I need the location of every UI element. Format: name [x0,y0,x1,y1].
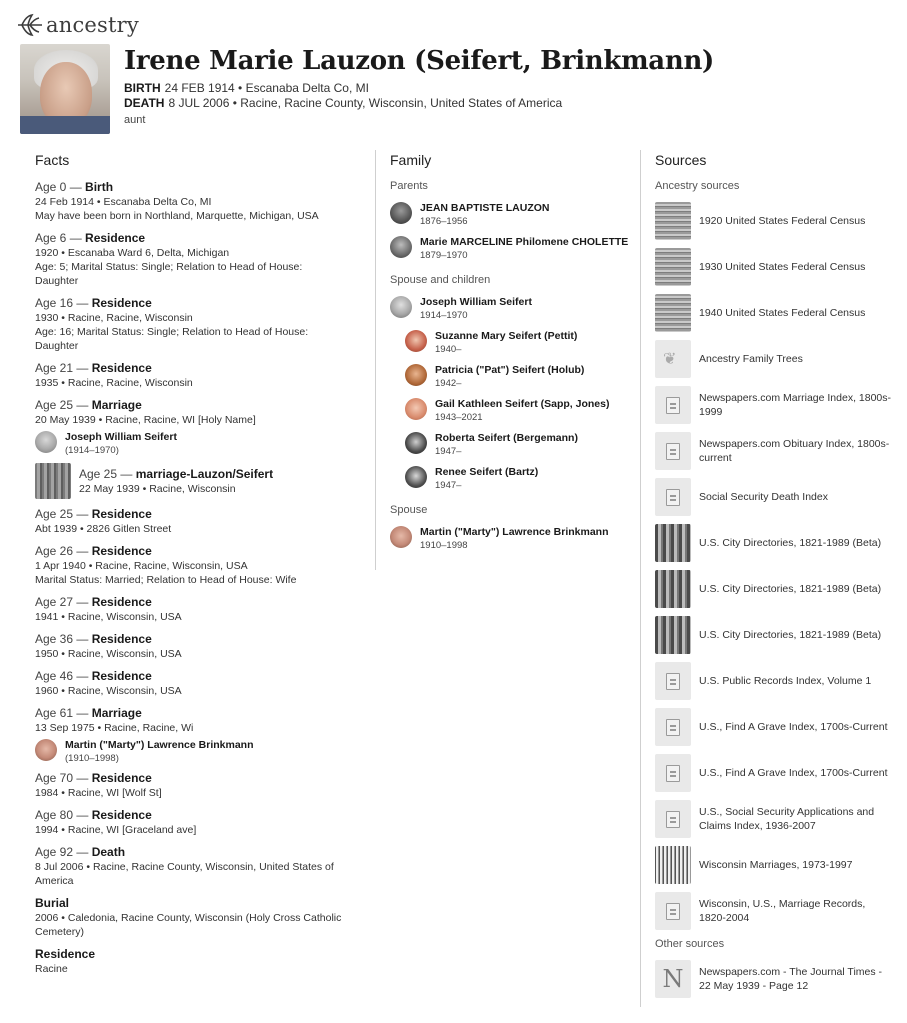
fact-item[interactable]: Age 16 — Residence 1930 • Racine, Racine, Wisconsin Age: 16; Marital Status: Single; Relation to Head of House: Daughter [35,296,309,352]
profile-photo[interactable] [20,44,110,134]
document-icon [655,662,691,700]
source-item[interactable]: 1930 United States Federal Census [655,248,895,286]
marriage-record-thumbnail [655,846,691,884]
avatar [405,364,427,386]
avatar [405,432,427,454]
document-icon [655,386,691,424]
fact-item[interactable]: Age 25 — Residence Abt 1939 • 2826 Gitlen Street [35,507,172,535]
directory-thumbnail [655,524,691,562]
avatar [405,466,427,488]
source-item[interactable]: Wisconsin Marriages, 1973-1997 [655,846,895,884]
ancestry-sources-label: Ancestry sources [655,180,740,192]
directory-thumbnail [655,570,691,608]
relationship-label: aunt [124,114,146,126]
document-icon [655,708,691,746]
avatar [35,739,57,761]
document-icon [655,892,691,930]
source-item[interactable]: ❦ Ancestry Family Trees [655,340,895,378]
fact-item[interactable]: Age 36 — Residence 1950 • Racine, Wisconsin, USA [35,632,182,660]
other-sources-label: Other sources [655,938,725,950]
column-divider [640,150,641,1007]
spouse-label: Spouse [390,504,428,516]
census-thumbnail [655,248,691,286]
fact-item[interactable]: Age 70 — Residence 1984 • Racine, WI [Wolf St] [35,771,162,799]
family-child[interactable]: Roberta Seifert (Bergemann) 1947– [405,432,630,458]
fact-item[interactable]: Age 92 — Death 8 Jul 2006 • Racine, Racine County, Wisconsin, United States of America [35,845,334,887]
family-person[interactable]: Martin ("Marty") Lawrence Brinkmann 1910–1998 [390,526,630,552]
fact-spouse-link[interactable]: Joseph William Seifert (1914–1970) [35,431,365,457]
census-thumbnail [655,294,691,332]
source-item[interactable]: Newspapers.com Obituary Index, 1800s-current [655,432,895,470]
family-person[interactable]: Marie MARCELINE Philomene CHOLETTE 1879–1970 [390,236,630,262]
sources-panel [655,180,895,1006]
leaf-icon: ❦ [655,340,691,378]
document-icon [655,478,691,516]
avatar [390,526,412,548]
family-person[interactable]: JEAN BAPTISTE LAUZON 1876–1956 [390,202,630,228]
source-item[interactable]: N Newspapers.com - The Journal Times - 22 May 1939 - Page 12 [655,960,895,998]
source-item[interactable]: U.S. City Directories, 1821-1989 (Beta) [655,616,895,654]
fact-item[interactable]: Age 80 — Residence 1994 • Racine, WI [Graceland ave] [35,808,197,836]
source-item[interactable]: Newspapers.com Marriage Index, 1800s-1999 [655,386,895,424]
avatar [390,202,412,224]
document-icon [655,432,691,470]
source-item[interactable]: 1920 United States Federal Census [655,202,895,240]
avatar [405,398,427,420]
person-name: Irene Marie Lauzon (Seifert, Brinkmann) [124,46,715,76]
family-child[interactable]: Patricia ("Pat") Seifert (Holub) 1942– [405,364,630,390]
avatar [35,431,57,453]
spouse-children-label: Spouse and children [390,274,491,286]
source-item[interactable]: 1940 United States Federal Census [655,294,895,332]
parents-label: Parents [390,180,428,192]
fact-spouse-link[interactable]: Martin ("Marty") Lawrence Brinkmann (1910–1998) [35,739,365,765]
fact-item[interactable]: Age 27 — Residence 1941 • Racine, Wisconsin, USA [35,595,182,623]
source-item[interactable]: U.S., Find A Grave Index, 1700s-Current [655,708,895,746]
facts-heading: Facts [35,152,70,168]
directory-thumbnail [655,616,691,654]
document-icon [655,800,691,838]
family-child[interactable]: Renee Seifert (Bartz) 1947– [405,466,630,492]
census-thumbnail [655,202,691,240]
family-child[interactable]: Suzanne Mary Seifert (Pettit) 1940– [405,330,630,356]
leaf-logo-icon [16,12,44,38]
family-heading: Family [390,152,432,168]
facts-list [35,180,365,984]
fact-item[interactable]: Age 6 — Residence 1920 • Escanaba Ward 6, Delta, Michigan Age: 5; Marital Status: Single; Relation to Head of House: Daughter [35,231,303,287]
source-item[interactable]: U.S. City Directories, 1821-1989 (Beta) [655,570,895,608]
ancestry-logo[interactable] [16,12,139,38]
fact-record-item[interactable]: Age 25 — marriage-Lauzon/Seifert 22 May 1939 • Racine, Wisconsin [35,463,365,499]
newspaper-n-icon: N [655,960,691,998]
death-line: DEATH 8 JUL 2006 • Racine, Racine County, Wisconsin, United States of America [124,96,563,110]
avatar [405,330,427,352]
fact-item[interactable]: Residence Racine [35,947,96,975]
family-child[interactable]: Gail Kathleen Seifert (Sapp, Jones) 1943–2021 [405,398,630,424]
fact-item[interactable]: Age 25 — Marriage 20 May 1939 • Racine, Racine, WI [Holy Name] [35,398,256,426]
logo-text: ancestry [46,13,139,37]
family-person[interactable]: Joseph William Seifert 1914–1970 [390,296,630,322]
avatar [390,236,412,258]
sources-heading: Sources [655,152,707,168]
fact-item[interactable]: Age 0 — Birth 24 Feb 1914 • Escanaba Delta Co, MI May have been born in Northland, Marquette, Michigan, USA [35,180,319,222]
birth-line: BIRTH 24 FEB 1914 • Escanaba Delta Co, MI [124,81,369,95]
column-divider [375,150,376,570]
source-item[interactable]: Social Security Death Index [655,478,895,516]
fact-item[interactable]: Age 21 — Residence 1935 • Racine, Racine, Wisconsin [35,361,193,389]
source-item[interactable]: U.S., Social Security Applications and Claims Index, 1936-2007 [655,800,895,838]
fact-item[interactable]: Age 26 — Residence 1 Apr 1940 • Racine, Racine, Wisconsin, USA Marital Status: Married; Relation to Head of House: Wife [35,544,297,586]
family-panel [390,180,630,560]
source-item[interactable]: U.S. City Directories, 1821-1989 (Beta) [655,524,895,562]
source-item[interactable]: Wisconsin, U.S., Marriage Records, 1820-2004 [655,892,895,930]
source-item[interactable]: U.S., Find A Grave Index, 1700s-Current [655,754,895,792]
document-icon [655,754,691,792]
fact-item[interactable]: Burial 2006 • Caledonia, Racine County, Wisconsin (Holy Cross Catholic Cemetery) [35,896,342,938]
record-thumbnail [35,463,71,499]
avatar [390,296,412,318]
source-item[interactable]: U.S. Public Records Index, Volume 1 [655,662,895,700]
fact-item[interactable]: Age 46 — Residence 1960 • Racine, Wisconsin, USA [35,669,182,697]
fact-item[interactable]: Age 61 — Marriage 13 Sep 1975 • Racine, Racine, Wi [35,706,194,734]
